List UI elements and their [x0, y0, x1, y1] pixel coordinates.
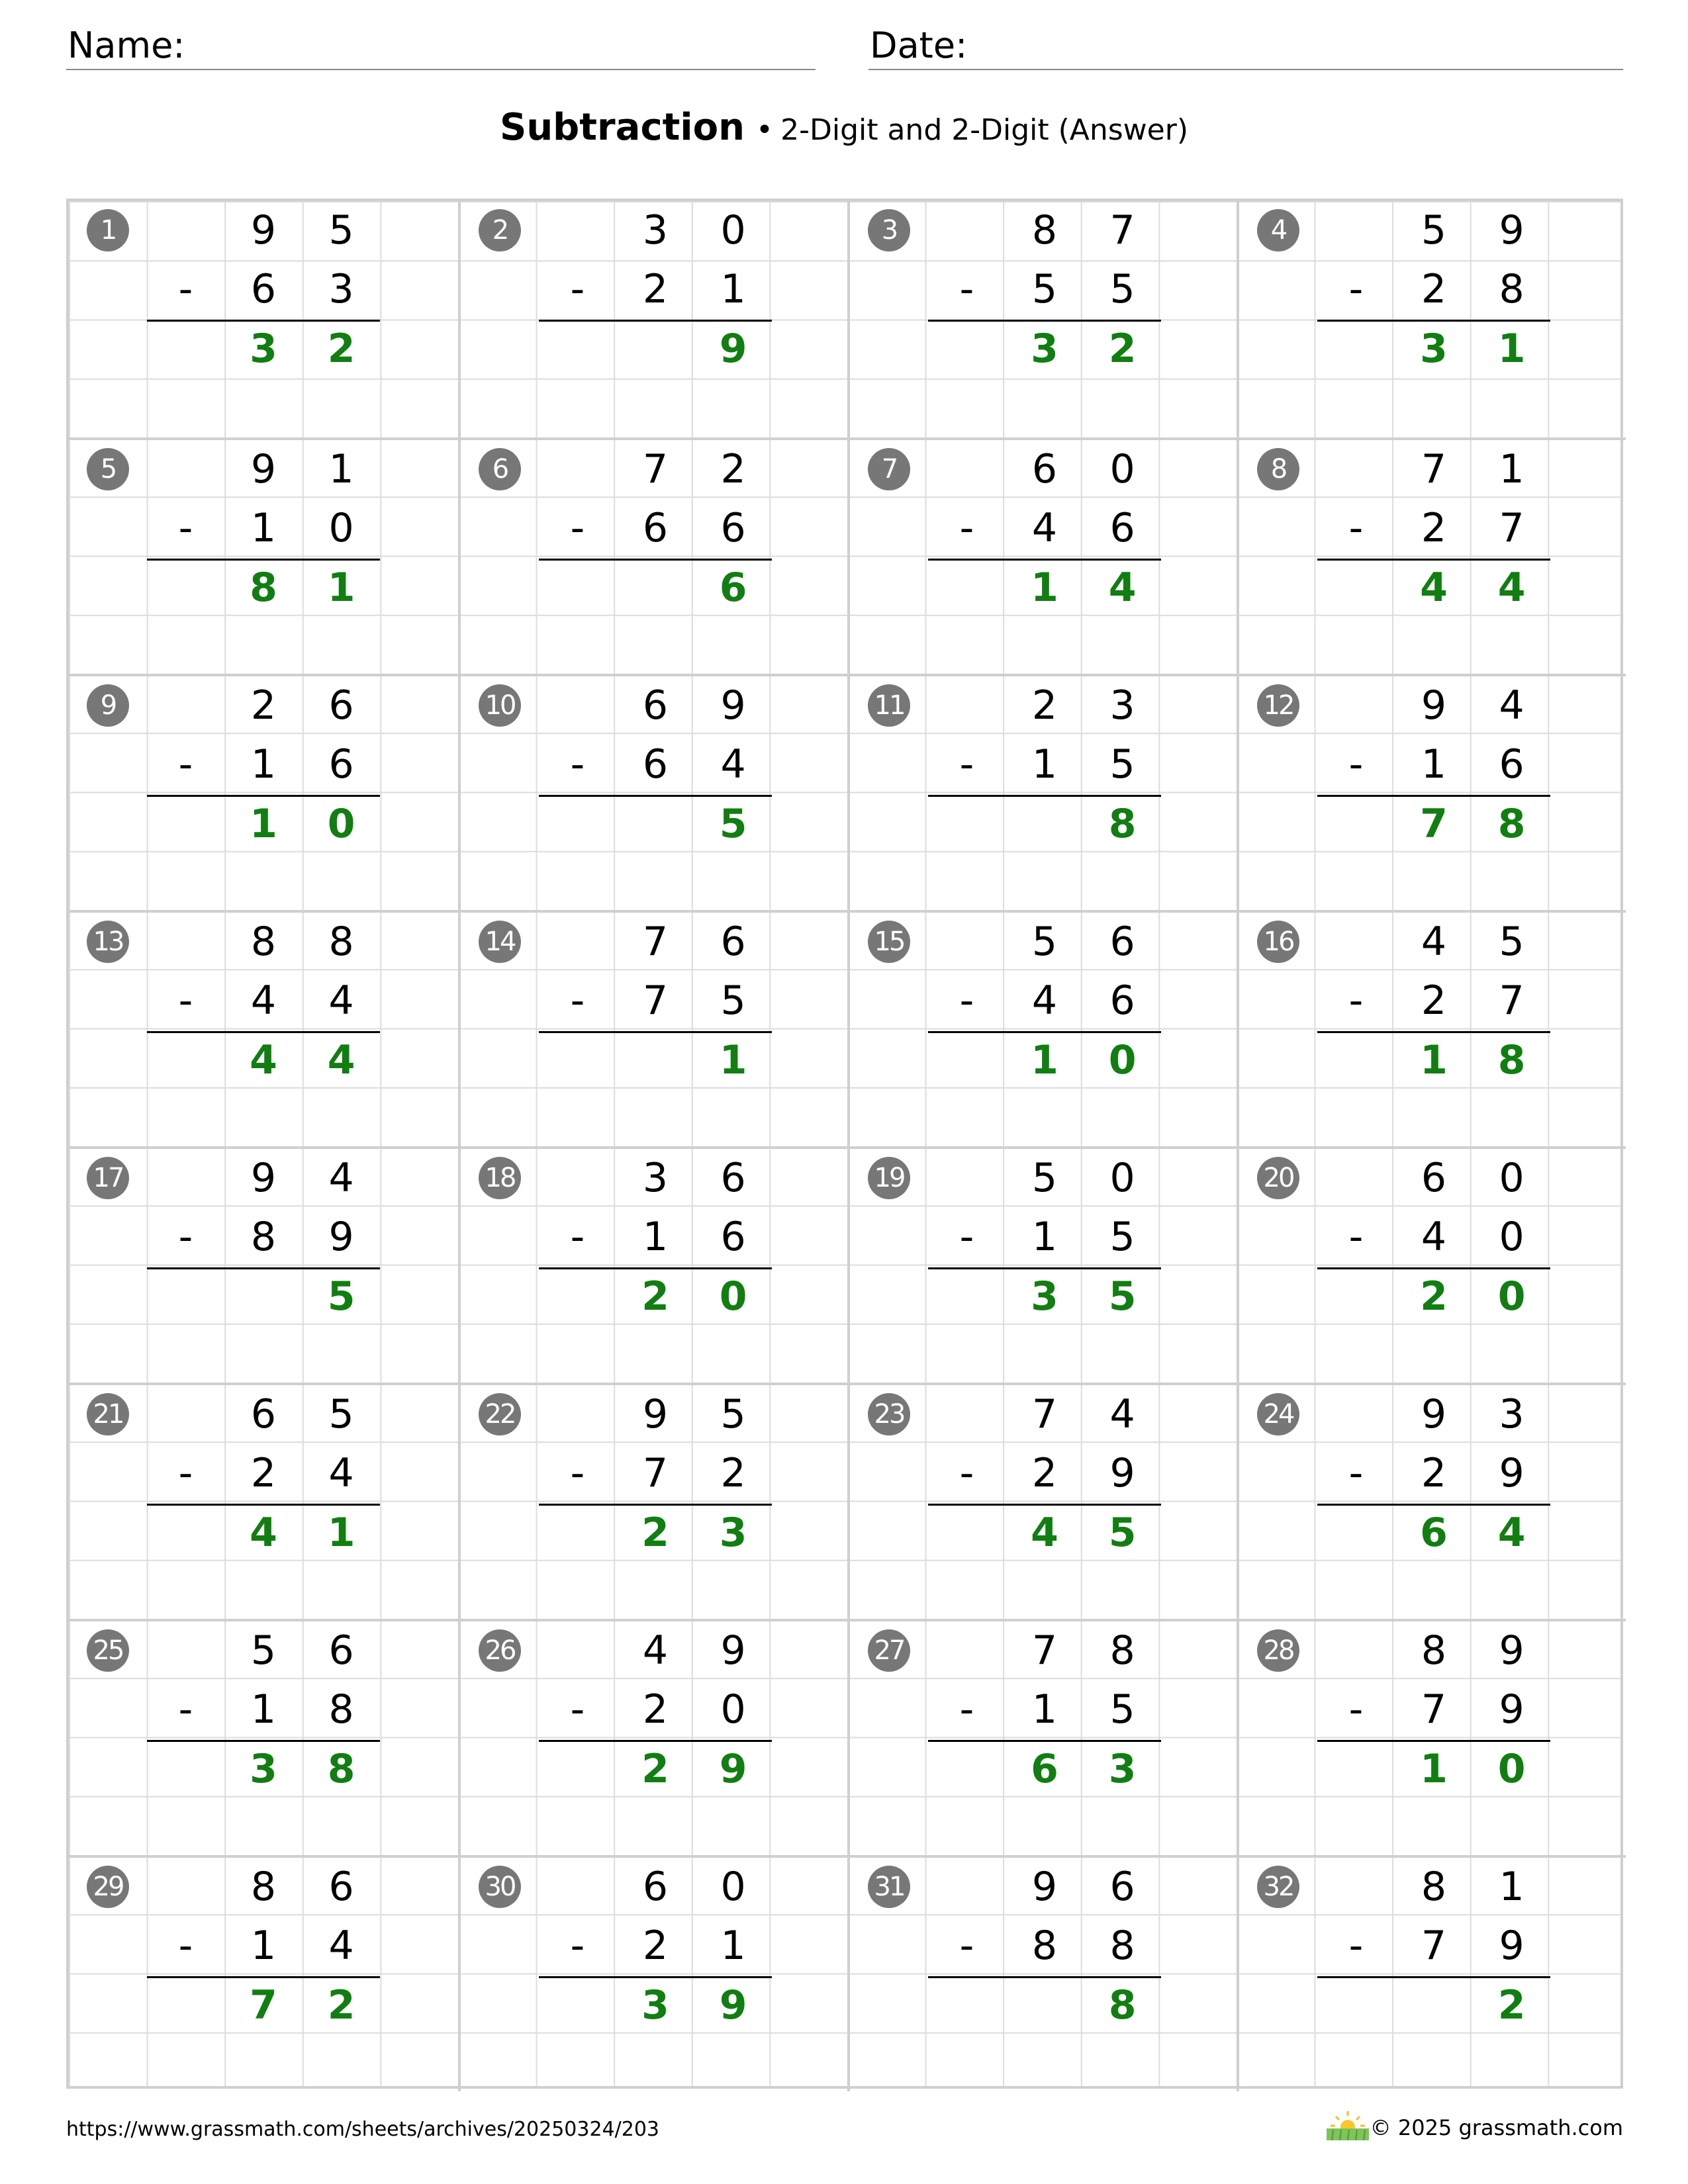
problem-23: [847, 1383, 1237, 1619]
answer-digit: 4: [1420, 564, 1448, 611]
minus-sign: -: [178, 1686, 193, 1733]
answer-digit: 2: [1108, 325, 1137, 372]
answer-digit: 8: [327, 1745, 355, 1792]
problem-number-badge: 30: [479, 1866, 521, 1908]
answer-digit: 8: [1108, 800, 1137, 847]
problem-12: [1237, 674, 1626, 910]
footer-copyright: © 2025 grassmath.com: [1370, 2115, 1623, 2140]
date-field: [868, 24, 1623, 70]
title-separator: •: [756, 113, 773, 147]
answer-digit: 1: [1031, 1036, 1058, 1083]
minus-sign: -: [178, 1450, 193, 1497]
answer-digit: 6: [1031, 1745, 1058, 1792]
subtrahend-digit: 1: [250, 741, 277, 788]
minuend-digit: 9: [250, 1155, 277, 1201]
minuend-digit: 4: [1421, 919, 1447, 965]
problem-30: [458, 1855, 847, 2091]
minus-sign: -: [570, 978, 585, 1024]
sun-grass-logo-icon: [1324, 2110, 1372, 2142]
minuend-digit: 6: [328, 1627, 354, 1674]
subtrahend-digit: 2: [642, 266, 669, 313]
problem-25: [69, 1619, 458, 1855]
minuend-digit: 8: [250, 1864, 277, 1910]
minus-sign: -: [570, 1686, 585, 1733]
problem-28: [1237, 1619, 1626, 1855]
subtrahend-digit: 7: [1499, 978, 1524, 1024]
problem-9: [69, 674, 458, 910]
subtrahend-digit: 2: [1031, 1450, 1058, 1497]
minuend-digit: 4: [1499, 682, 1524, 729]
subtrahend-digit: 8: [328, 1686, 354, 1733]
answer-digit: 9: [719, 1745, 747, 1792]
answer-digit: 9: [719, 325, 747, 372]
answer-digit: 4: [1497, 564, 1526, 611]
subtrahend-digit: 8: [1499, 266, 1524, 313]
minus-sign: -: [1348, 1214, 1364, 1261]
answer-digit: 9: [719, 1981, 747, 2028]
problem-24: [1237, 1383, 1626, 1619]
subtrahend-digit: 9: [1499, 1686, 1524, 1733]
answer-digit: 0: [719, 1273, 747, 1320]
problem-29: [69, 1855, 458, 2091]
minuend-digit: 9: [250, 446, 277, 492]
answer-digit: 3: [250, 325, 277, 372]
problem-number-badge: 8: [1257, 448, 1299, 490]
answer-digit: 2: [641, 1273, 669, 1320]
minuend-digit: 4: [328, 1155, 354, 1201]
subtrahend-digit: 4: [1031, 978, 1058, 1024]
minuend-digit: 6: [1421, 1155, 1447, 1201]
problem-number-badge: 15: [868, 921, 910, 963]
answer-digit: 8: [1497, 1036, 1526, 1083]
minus-sign: -: [178, 1923, 193, 1970]
minuend-digit: 1: [1499, 1864, 1524, 1910]
answer-digit: 3: [1108, 1745, 1137, 1792]
subtrahend-digit: 1: [1421, 741, 1447, 788]
problem-number-badge: 21: [87, 1393, 129, 1435]
minus-sign: -: [570, 1214, 585, 1261]
minuend-digit: 6: [720, 1155, 746, 1201]
subtrahend-digit: 7: [1421, 1686, 1447, 1733]
minuend-digit: 1: [1499, 446, 1524, 492]
problem-3: [847, 201, 1237, 437]
minuend-digit: 0: [1109, 1155, 1135, 1201]
answer-digit: 1: [1420, 1036, 1448, 1083]
minuend-digit: 8: [328, 919, 354, 965]
footer-url: https://www.grassmath.com/sheets/archives/20250324/203: [66, 2118, 660, 2141]
name-label: Name:: [68, 24, 185, 66]
problem-31: [847, 1855, 1237, 2091]
subtrahend-digit: 5: [1109, 741, 1135, 788]
problem-number-badge: 3: [868, 209, 910, 251]
minuend-digit: 9: [1421, 1391, 1447, 1437]
minuend-digit: 3: [642, 207, 669, 253]
answer-digit: 0: [1497, 1273, 1526, 1320]
minus-sign: -: [959, 505, 974, 552]
minuend-digit: 6: [1109, 1864, 1135, 1910]
subtrahend-digit: 6: [328, 741, 354, 788]
minus-sign: -: [1348, 505, 1364, 552]
problem-11: [847, 674, 1237, 910]
problem-number-badge: 32: [1257, 1866, 1299, 1908]
minus-sign: -: [959, 1214, 974, 1261]
problem-number-badge: 26: [479, 1629, 521, 1672]
subtrahend-digit: 5: [1031, 266, 1058, 313]
minuend-digit: 6: [1031, 446, 1058, 492]
answer-digit: 5: [1108, 1273, 1137, 1320]
problem-number-badge: 11: [868, 684, 910, 727]
minuend-digit: 7: [1109, 207, 1135, 253]
answer-digit: 4: [1497, 1509, 1526, 1556]
problem-18: [458, 1146, 847, 1383]
problem-6: [458, 437, 847, 674]
answer-digit: 7: [1420, 800, 1448, 847]
subtrahend-digit: 9: [1499, 1450, 1524, 1497]
problem-2: [458, 201, 847, 437]
subtrahend-digit: 4: [1031, 505, 1058, 552]
subtrahend-digit: 6: [720, 505, 746, 552]
minuend-digit: 8: [1421, 1864, 1447, 1910]
problem-27: [847, 1619, 1237, 1855]
subtrahend-digit: 0: [720, 1686, 746, 1733]
subtrahend-digit: 7: [1499, 505, 1524, 552]
problem-20: [1237, 1146, 1626, 1383]
minuend-digit: 4: [642, 1627, 669, 1674]
answer-digit: 8: [250, 564, 277, 611]
minuend-digit: 5: [1499, 919, 1524, 965]
subtrahend-digit: 5: [1109, 1214, 1135, 1261]
subtrahend-digit: 2: [642, 1686, 669, 1733]
minuend-digit: 8: [1031, 207, 1058, 253]
problem-17: [69, 1146, 458, 1383]
answer-digit: 2: [327, 325, 355, 372]
subtrahend-digit: 9: [328, 1214, 354, 1261]
answer-digit: 2: [1420, 1273, 1448, 1320]
subtrahend-digit: 5: [1109, 1686, 1135, 1733]
minuend-digit: 6: [642, 682, 669, 729]
minuend-digit: 5: [250, 1627, 277, 1674]
minus-sign: -: [178, 1214, 193, 1261]
subtrahend-digit: 8: [1109, 1923, 1135, 1970]
answer-digit: 1: [1031, 564, 1058, 611]
problem-4: [1237, 201, 1626, 437]
subtrahend-digit: 2: [642, 1923, 669, 1970]
subtrahend-digit: 8: [1031, 1923, 1058, 1970]
problem-number-badge: 20: [1257, 1157, 1299, 1199]
minuend-digit: 0: [1499, 1155, 1524, 1201]
subtrahend-digit: 4: [720, 741, 746, 788]
date-label: Date:: [870, 24, 968, 66]
minus-sign: -: [959, 1923, 974, 1970]
problem-number-badge: 29: [87, 1866, 129, 1908]
problem-number-badge: 1: [87, 209, 129, 251]
problem-grid: [66, 199, 1623, 2089]
subtrahend-digit: 6: [1109, 978, 1135, 1024]
minus-sign: -: [1348, 1923, 1364, 1970]
answer-digit: 3: [719, 1509, 747, 1556]
minus-sign: -: [959, 266, 974, 313]
problem-15: [847, 910, 1237, 1146]
problem-number-badge: 18: [479, 1157, 521, 1199]
minuend-digit: 5: [328, 207, 354, 253]
subtrahend-digit: 2: [1421, 978, 1447, 1024]
answer-digit: 4: [327, 1036, 355, 1083]
answer-digit: 5: [719, 800, 747, 847]
problem-number-badge: 27: [868, 1629, 910, 1672]
answer-digit: 7: [250, 1981, 277, 2028]
subtrahend-digit: 6: [250, 266, 277, 313]
answer-digit: 8: [1108, 1981, 1137, 2028]
problem-number-badge: 24: [1257, 1393, 1299, 1435]
problem-number-badge: 19: [868, 1157, 910, 1199]
problem-number-badge: 5: [87, 448, 129, 490]
minuend-digit: 5: [1031, 1155, 1058, 1201]
minuend-digit: 2: [720, 446, 746, 492]
minuend-digit: 6: [250, 1391, 277, 1437]
answer-digit: 2: [641, 1745, 669, 1792]
problem-number-badge: 10: [479, 684, 521, 727]
subtrahend-digit: 5: [720, 978, 746, 1024]
minuend-digit: 7: [642, 446, 669, 492]
subtrahend-digit: 7: [1421, 1923, 1447, 1970]
title-main: Subtraction: [499, 106, 745, 149]
subtrahend-digit: 9: [1499, 1923, 1524, 1970]
minuend-digit: 5: [1031, 919, 1058, 965]
minuend-digit: 8: [250, 919, 277, 965]
minuend-digit: 9: [1499, 1627, 1524, 1674]
problem-number-badge: 9: [87, 684, 129, 727]
subtrahend-digit: 8: [250, 1214, 277, 1261]
answer-digit: 3: [1031, 1273, 1058, 1320]
minuend-digit: 8: [1421, 1627, 1447, 1674]
problem-1: [69, 201, 458, 437]
subtrahend-digit: 2: [1421, 1450, 1447, 1497]
problem-14: [458, 910, 847, 1146]
minuend-digit: 7: [642, 919, 669, 965]
minus-sign: -: [959, 741, 974, 788]
problem-21: [69, 1383, 458, 1619]
answer-digit: 2: [1497, 1981, 1526, 2028]
minus-sign: -: [959, 1686, 974, 1733]
subtrahend-digit: 1: [250, 505, 277, 552]
problem-number-badge: 22: [479, 1393, 521, 1435]
minus-sign: -: [959, 1450, 974, 1497]
minuend-digit: 5: [720, 1391, 746, 1437]
minuend-digit: 4: [1109, 1391, 1135, 1437]
answer-digit: 6: [719, 564, 747, 611]
minuend-digit: 0: [720, 207, 746, 253]
subtrahend-digit: 7: [642, 978, 669, 1024]
name-field: [66, 24, 816, 70]
problem-number-badge: 13: [87, 921, 129, 963]
answer-digit: 0: [327, 800, 355, 847]
problem-7: [847, 437, 1237, 674]
answer-digit: 4: [1031, 1509, 1058, 1556]
problem-5: [69, 437, 458, 674]
subtrahend-digit: 4: [250, 978, 277, 1024]
subtrahend-digit: 6: [642, 741, 669, 788]
minus-sign: -: [1348, 741, 1364, 788]
subtrahend-digit: 6: [1109, 505, 1135, 552]
answer-digit: 0: [1497, 1745, 1526, 1792]
subtrahend-digit: 2: [1421, 266, 1447, 313]
problem-number-badge: 6: [479, 448, 521, 490]
minuend-digit: 7: [1031, 1391, 1058, 1437]
answer-digit: 4: [250, 1509, 277, 1556]
answer-digit: 1: [1497, 325, 1526, 372]
minus-sign: -: [178, 741, 193, 788]
minuend-digit: 0: [720, 1864, 746, 1910]
answer-digit: 3: [1420, 325, 1448, 372]
answer-digit: 2: [327, 1981, 355, 2028]
subtrahend-digit: 1: [642, 1214, 669, 1261]
problem-number-badge: 4: [1257, 209, 1299, 251]
answer-digit: 5: [327, 1273, 355, 1320]
answer-digit: 0: [1108, 1036, 1137, 1083]
answer-digit: 1: [327, 1509, 355, 1556]
minuend-digit: 7: [1421, 446, 1447, 492]
minus-sign: -: [178, 266, 193, 313]
minus-sign: -: [570, 741, 585, 788]
problem-number-badge: 17: [87, 1157, 129, 1199]
minus-sign: -: [570, 505, 585, 552]
minuend-digit: 9: [1499, 207, 1524, 253]
minuend-digit: 2: [250, 682, 277, 729]
problem-number-badge: 2: [479, 209, 521, 251]
problem-22: [458, 1383, 847, 1619]
minuend-digit: 6: [720, 919, 746, 965]
answer-digit: 1: [1420, 1745, 1448, 1792]
subtrahend-digit: 2: [720, 1450, 746, 1497]
minuend-digit: 6: [328, 1864, 354, 1910]
answer-digit: 5: [1108, 1509, 1137, 1556]
minuend-digit: 3: [1499, 1391, 1524, 1437]
minuend-digit: 7: [1031, 1627, 1058, 1674]
subtrahend-digit: 6: [642, 505, 669, 552]
problem-number-badge: 31: [868, 1866, 910, 1908]
subtrahend-digit: 1: [720, 1923, 746, 1970]
subtrahend-digit: 2: [1421, 505, 1447, 552]
problem-number-badge: 28: [1257, 1629, 1299, 1672]
problem-number-badge: 14: [479, 921, 521, 963]
minuend-digit: 9: [1031, 1864, 1058, 1910]
minus-sign: -: [1348, 1450, 1364, 1497]
problem-13: [69, 910, 458, 1146]
minus-sign: -: [178, 505, 193, 552]
subtrahend-digit: 6: [720, 1214, 746, 1261]
answer-digit: 4: [1108, 564, 1137, 611]
minuend-digit: 9: [642, 1391, 669, 1437]
worksheet-title: [0, 106, 1688, 149]
subtrahend-digit: 6: [1499, 741, 1524, 788]
minuend-digit: 8: [1109, 1627, 1135, 1674]
answer-digit: 3: [641, 1981, 669, 2028]
minus-sign: -: [1348, 266, 1364, 313]
minus-sign: -: [570, 266, 585, 313]
subtrahend-digit: 3: [328, 266, 354, 313]
minuend-digit: 6: [328, 682, 354, 729]
problem-10: [458, 674, 847, 910]
subtrahend-digit: 4: [328, 1923, 354, 1970]
title-subtitle: 2-Digit and 2-Digit (Answer): [780, 113, 1188, 147]
minuend-digit: 6: [642, 1864, 669, 1910]
answer-digit: 8: [1497, 800, 1526, 847]
minuend-digit: 5: [1421, 207, 1447, 253]
minuend-digit: 5: [328, 1391, 354, 1437]
problem-8: [1237, 437, 1626, 674]
minuend-digit: 9: [720, 1627, 746, 1674]
subtrahend-digit: 4: [328, 1450, 354, 1497]
subtrahend-digit: 1: [1031, 741, 1058, 788]
problem-number-badge: 12: [1257, 684, 1299, 727]
subtrahend-digit: 7: [642, 1450, 669, 1497]
answer-digit: 3: [1031, 325, 1058, 372]
minus-sign: -: [570, 1923, 585, 1970]
problem-number-badge: 23: [868, 1393, 910, 1435]
answer-digit: 2: [641, 1509, 669, 1556]
subtrahend-digit: 0: [328, 505, 354, 552]
minuend-digit: 3: [642, 1155, 669, 1201]
problem-26: [458, 1619, 847, 1855]
problem-number-badge: 16: [1257, 921, 1299, 963]
answer-digit: 1: [719, 1036, 747, 1083]
subtrahend-digit: 2: [250, 1450, 277, 1497]
problem-32: [1237, 1855, 1626, 2091]
minus-sign: -: [570, 1450, 585, 1497]
minuend-digit: 9: [250, 207, 277, 253]
subtrahend-digit: 9: [1109, 1450, 1135, 1497]
subtrahend-digit: 1: [720, 266, 746, 313]
minus-sign: -: [959, 978, 974, 1024]
minus-sign: -: [1348, 1686, 1364, 1733]
problem-number-badge: 7: [868, 448, 910, 490]
problem-19: [847, 1146, 1237, 1383]
minuend-digit: 0: [1109, 446, 1135, 492]
minuend-digit: 2: [1031, 682, 1058, 729]
answer-digit: 1: [327, 564, 355, 611]
subtrahend-digit: 5: [1109, 266, 1135, 313]
answer-digit: 6: [1420, 1509, 1448, 1556]
subtrahend-digit: 0: [1499, 1214, 1524, 1261]
minuend-digit: 9: [720, 682, 746, 729]
subtrahend-digit: 1: [1031, 1686, 1058, 1733]
subtrahend-digit: 4: [328, 978, 354, 1024]
answer-digit: 3: [250, 1745, 277, 1792]
minuend-digit: 6: [1109, 919, 1135, 965]
minuend-digit: 1: [328, 446, 354, 492]
minus-sign: -: [1348, 978, 1364, 1024]
minuend-digit: 9: [1421, 682, 1447, 729]
minus-sign: -: [178, 978, 193, 1024]
answer-digit: 4: [250, 1036, 277, 1083]
subtrahend-digit: 4: [1421, 1214, 1447, 1261]
problem-16: [1237, 910, 1626, 1146]
problem-number-badge: 25: [87, 1629, 129, 1672]
subtrahend-digit: 1: [1031, 1214, 1058, 1261]
answer-digit: 1: [250, 800, 277, 847]
subtrahend-digit: 1: [250, 1923, 277, 1970]
minuend-digit: 3: [1109, 682, 1135, 729]
subtrahend-digit: 1: [250, 1686, 277, 1733]
